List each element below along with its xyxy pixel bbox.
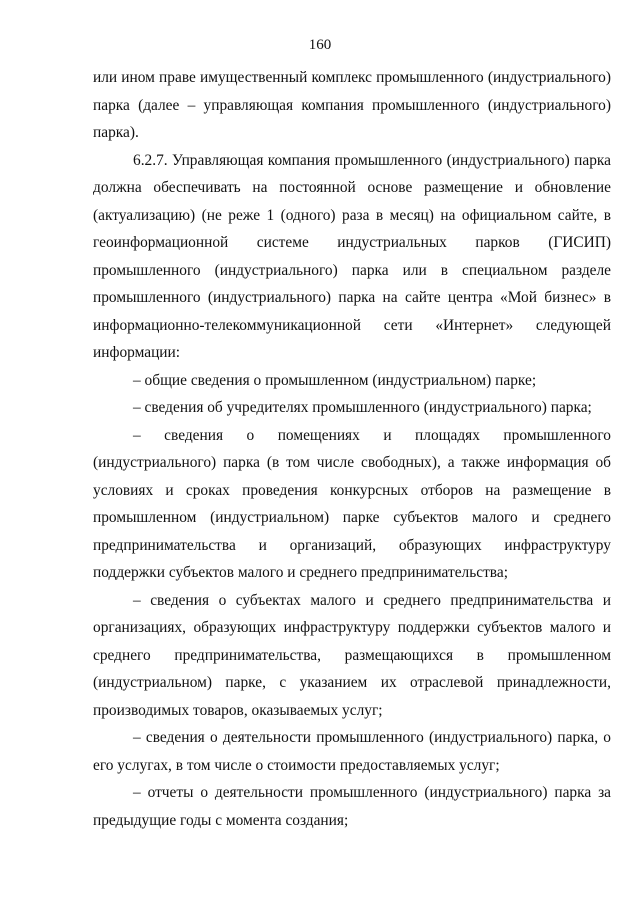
list-item-smb-residents: – сведения о субъектах малого и среднего предпринимательства и организациях, образующих инфраструктуру поддержки субъектов малого и среднего предпринимательства, размещающихся в промышленном (индустриальном) парке, с указанием их отраслевой принадлежности, производимых товаров, оказываемых услуг; <box>93 591 611 719</box>
list-item-premises: – сведения о помещениях и площадях промышленного (индустриального) парка (в том числе свободных), а также информация об условиях и сроках проведения конкурсных отборов на размещение в промышленном (индустриальном) парке субъектов малого и среднего предпринимательства и организаций, образующих инфраструктуру поддержки субъектов малого и среднего предпринимательства; <box>93 426 611 581</box>
list-item-reports: – отчеты о деятельности промышленного (индустриального) парка за предыдущие годы с момента создания; <box>93 784 611 829</box>
paragraph-6-2-7: 6.2.7. Управляющая компания промышленного (индустриального) парка должна обеспечивать на постоянной основе размещение и обновление (актуализацию) (не реже 1 (одного) раза в месяц) на официальном сайте, в геоинформационной системе индустриальных парков (ГИСИП) промышленного (индустриального) парка или в специальном разделе промышленного (индустриального) парка на сайте центра «Мой бизнес» в информационно-телекоммуникационной сети «Интернет» следующей информации: <box>93 151 611 361</box>
list-item-park-activity: – сведения о деятельности промышленного (индустриального) парка, о его услугах, в том числе о стоимости предоставляемых услуг; <box>93 729 611 774</box>
paragraph-continuation: или ином праве имущественный комплекс промышленного (индустриального) парка (далее – управляющая компания промышленного (индустриального) парка). <box>93 69 611 141</box>
list-item-general-info: – общие сведения о промышленном (индустриальном) парке; <box>133 371 537 389</box>
page-number: 160 <box>308 37 332 53</box>
document-body <box>93 64 611 834</box>
list-item-founders: – сведения об учредителях промышленного (индустриального) парка; <box>133 399 592 416</box>
